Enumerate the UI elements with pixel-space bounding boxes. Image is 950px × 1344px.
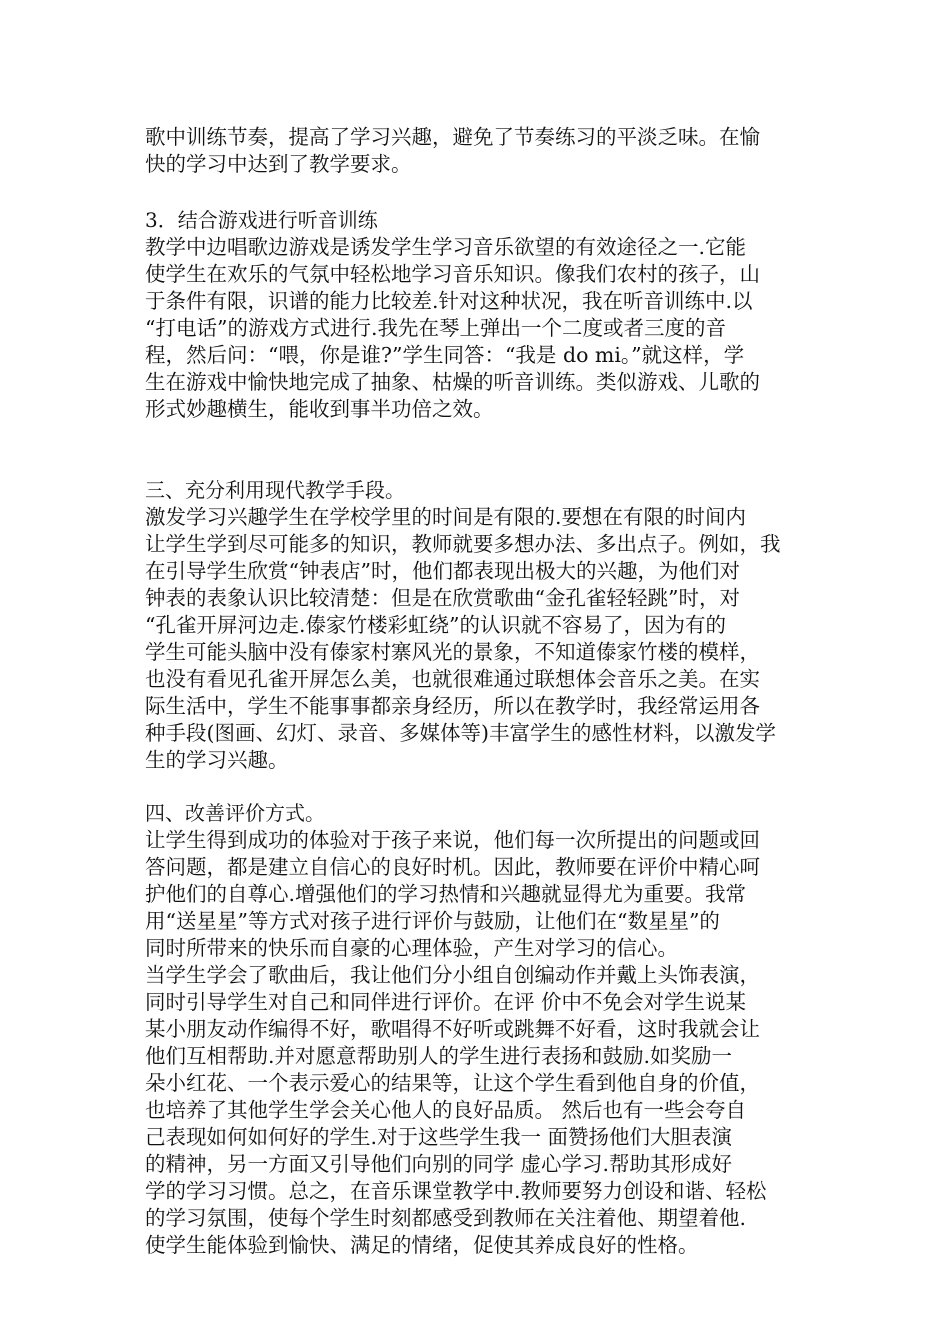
paragraph-line: 学的学习习惯。总之，在音乐课堂教学中.教师要努力创设和谐、轻松 [145,1179,767,1203]
section-heading: 四、改善评价方式。 [145,801,325,825]
paragraph-line: 激发学习兴趣学生在学校学里的时间是有限的.要想在有限的时间内 [145,505,747,529]
paragraph-line: “打电话”的游戏方式进行.我先在琴上弹出一个二度或者三度的音 [145,316,726,340]
paragraph-line: 于条件有限，识谱的能力比较差.针对这种状况，我在听音训练中.以 [145,289,753,313]
paragraph-line: 用“送星星”等方式对孩子进行评价与鼓励，让他们在“数星星”的 [145,909,720,933]
paragraph-line: 的学习氛围，使每个学生时刻都感受到教师在关注着他、期望着他. [145,1206,747,1230]
paragraph-line: 护他们的自尊心.增强他们的学习热情和兴趣就显得尤为重要。我常 [145,882,747,906]
paragraph-line: 形式妙趣横生，能收到事半功倍之效。 [145,397,494,421]
paragraph-line: 快的学习中达到了教学要求。 [145,152,412,176]
section-four [145,800,810,1259]
paragraph-line: 他们互相帮助.并对愿意帮助别人的学生进行表扬和鼓励.如奖励一 [145,1044,733,1068]
document-page [145,124,810,1259]
paragraph-line: 种手段(图画、幻灯、录音、多媒体等)丰富学生的感性材料，以激发学 [145,721,776,745]
paragraph-line: 在引导学生欣赏“钟表店”时，他们都表现出极大的兴趣，为他们对 [145,559,740,583]
paragraph-line: 当学生学会了歌曲后，我让他们分小组自创编动作并戴上头饰表演， [145,963,760,987]
paragraph-line: 也培养了其他学生学会关心他人的良好品质。 然后也有一些会夸自 [145,1098,747,1122]
paragraph-line: 答问题，都是建立自信心的良好时机。因此，教师要在评价中精心呵 [145,855,760,879]
paragraph-line: 同时引导学生对自己和同伴进行评价。在评 价中不免会对学生说某 [145,990,747,1014]
paragraph-line: 歌中训练节奏，提高了学习兴趣，避免了节奏练习的平淡乏味。在愉 [145,125,760,149]
paragraph-line: 教学中边唱歌边游戏是诱发学生学习音乐欲望的有效途径之一.它能 [145,235,747,259]
paragraph-line: 也没有看见孔雀开屏怎么美，也就很难通过联想体会音乐之美。在实 [145,667,760,691]
paragraph-line: “孔雀开屏河边走.傣家竹楼彩虹绕”的认识就不容易了，因为有的 [145,613,726,637]
paragraph-line: 钟表的表象认识比较清楚：但是在欣赏歌曲“金孔雀轻轻跳”时，对 [145,586,740,610]
spacer [145,423,810,477]
paragraph-line: 让学生学到尽可能多的知识，教师就要多想办法、多出点子。例如，我 [145,532,781,556]
paragraph-line: 使学生在欢乐的气氛中轻松地学习音乐知识。像我们农村的孩子，山 [145,262,760,286]
paragraph-line: 同时所带来的快乐而自豪的心理体验，产生对学习的信心。 [145,936,678,960]
paragraph-line: 程，然后问：“喂，你是谁?”学生同答：“我是 do mi。”就这样，学 [145,343,745,367]
spacer [145,178,810,207]
section-three [145,477,810,774]
paragraph-line: 际生活中，学生不能事事都亲身经历，所以在教学时，我经常运用各 [145,694,760,718]
paragraph-line: 学生可能头脑中没有傣家村寨风光的景象，不知道傣家竹楼的模样， [145,640,760,664]
paragraph-line: 让学生得到成功的体验对于孩子来说，他们每一次所提出的问题或回 [145,828,760,852]
paragraph-line: 己表现如何如何好的学生.对于这些学生我一 面赞扬他们大胆表演 [145,1125,733,1149]
spacer [145,774,810,800]
paragraph-line: 某小朋友动作编得不好，歌唱得不好听或跳舞不好看，这时我就会让 [145,1017,760,1041]
section-3 [145,207,810,423]
paragraph-line: 生在游戏中愉快地完成了抽象、枯燥的听音训练。类似游戏、儿歌的 [145,370,760,394]
paragraph-line: 的精神，另一方面又引导他们向别的同学 虚心学习.帮助其形成好 [145,1152,733,1176]
intro-paragraph [145,124,810,178]
section-heading: 3．结合游戏进行听音训练 [145,208,378,232]
paragraph-line: 朵小红花、一个表示爱心的结果等，让这个学生看到他自身的价值， [145,1071,760,1095]
paragraph-line: 生的学习兴趣。 [145,748,289,772]
section-heading: 三、充分利用现代教学手段。 [145,478,405,502]
paragraph-line: 使学生能体验到愉快、满足的情绪，促使其养成良好的性格。 [145,1233,699,1257]
